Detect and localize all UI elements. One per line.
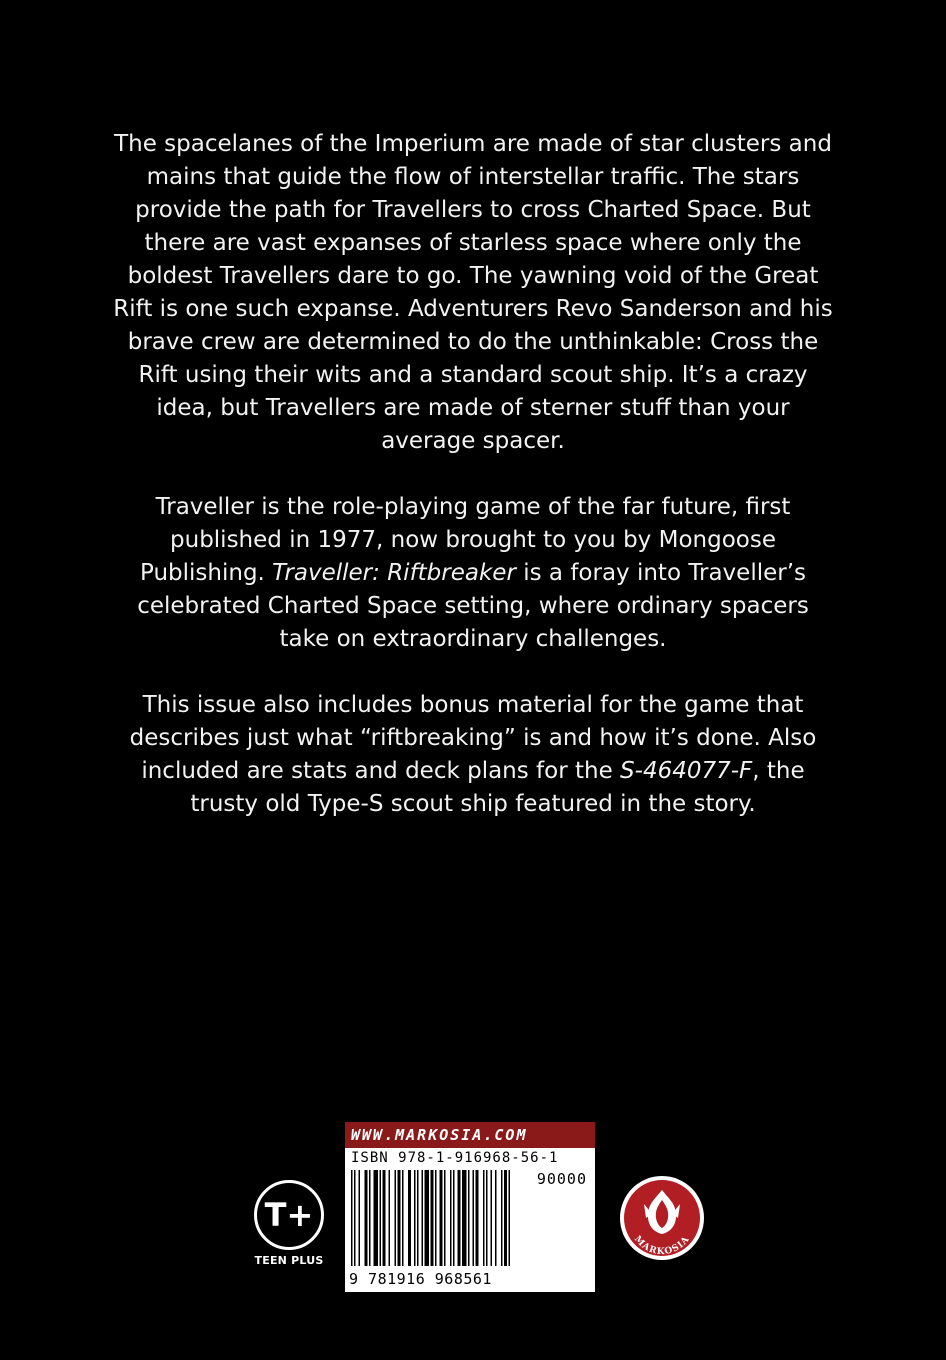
- barcode-bar: [359, 1170, 361, 1266]
- svg-text:MARKOSIA: MARKOSIA: [631, 1234, 692, 1258]
- markosia-logo-icon: [618, 1174, 706, 1262]
- barcode-bar: [440, 1170, 443, 1266]
- barcode-bar: [504, 1170, 507, 1266]
- blurb-p2-text-b: is a foray into Traveller’s celebrated Charted Space setting, where ordinary spacers take on extraordinary challenges.: [137, 560, 809, 652]
- barcode-bar: [435, 1170, 437, 1266]
- age-rating: [250, 1180, 328, 1267]
- blurb-p3-text-a: This issue also includes bonus material for the game that describes just what “riftbreaking” is and how it’s done. Also included are stats and deck plans for the: [129, 692, 817, 784]
- blurb-p3-ship: S-464077-F: [620, 758, 753, 784]
- barcode-bar: [408, 1170, 411, 1266]
- barcode-bar: [417, 1170, 419, 1266]
- blurb-p2-text-a: Traveller is the role-playing game of the far future, first published in 1977, now brought to you by Mongoose Publishing.: [140, 494, 791, 586]
- barcode-bar: [458, 1170, 461, 1266]
- barcode-bar: [431, 1170, 434, 1266]
- barcode-bar: [476, 1170, 479, 1266]
- barcode-bar: [351, 1170, 353, 1266]
- barcode-bar: [389, 1170, 391, 1266]
- publisher-url-banner: WWW.MARKOSIA.COM: [345, 1122, 595, 1148]
- blurb-p2-title: Traveller: Riftbreaker: [272, 560, 516, 586]
- barcode-bar: [414, 1170, 416, 1266]
- barcode-digits: 9 781916 968561: [349, 1270, 492, 1288]
- barcode-bar: [383, 1170, 386, 1266]
- blurb-p3-text-b: , the trusty old Type-S scout ship featured in the story.: [190, 758, 805, 817]
- barcode-bar: [398, 1170, 401, 1266]
- blurb-paragraph-1: The spacelanes of the Imperium are made of star clusters and mains that guide the flow of interstellar traffic. The stars provide the path for Travellers to cross Charted Space. But there are vast expanses of starless space where only the boldest Travellers dare to go. The yawning void of the Great Rift is one such expanse. Adventurers Revo Sanderson and his brave crew are determined to do the unthinkable: Cross the Rift using their wits and a standard scout ship. It’s a crazy idea, but Travellers are made of sterner stuff than your average spacer.: [113, 131, 833, 454]
- back-cover-blurb: [110, 128, 836, 854]
- barcode-bar: [491, 1170, 493, 1266]
- barcode-bar: [486, 1170, 488, 1266]
- barcode-bar: [354, 1170, 356, 1266]
- barcode-bar: [369, 1170, 371, 1266]
- barcode-bar: [462, 1170, 467, 1266]
- barcode-bar: [380, 1170, 382, 1266]
- barcode-bar: [495, 1170, 497, 1266]
- barcode-bar: [468, 1170, 470, 1266]
- barcode-bar: [374, 1170, 379, 1266]
- blurb-paragraph-3: [110, 689, 836, 821]
- barcode-bar: [473, 1170, 475, 1266]
- price-code: 90000: [536, 1170, 587, 1188]
- barcode-bar: [402, 1170, 404, 1266]
- barcode-bar: [450, 1170, 452, 1266]
- barcode-bar: [365, 1170, 368, 1266]
- isbn-text: ISBN 978-1-916968-56-1: [351, 1150, 559, 1166]
- teen-plus-icon: T+: [254, 1180, 324, 1250]
- blurb-paragraph-2: [110, 491, 836, 656]
- barcode-bar: [501, 1170, 503, 1266]
- rating-label: TEEN PLUS: [254, 1254, 324, 1267]
- barcode-bar: [444, 1170, 446, 1266]
- barcode-bar: [483, 1170, 485, 1266]
- barcode-bar: [425, 1170, 430, 1266]
- barcode-bar: [395, 1170, 397, 1266]
- barcode-panel: [345, 1122, 595, 1292]
- barcode-bar: [509, 1170, 511, 1266]
- barcode-bar: [422, 1170, 424, 1266]
- barcode-bar: [453, 1170, 455, 1266]
